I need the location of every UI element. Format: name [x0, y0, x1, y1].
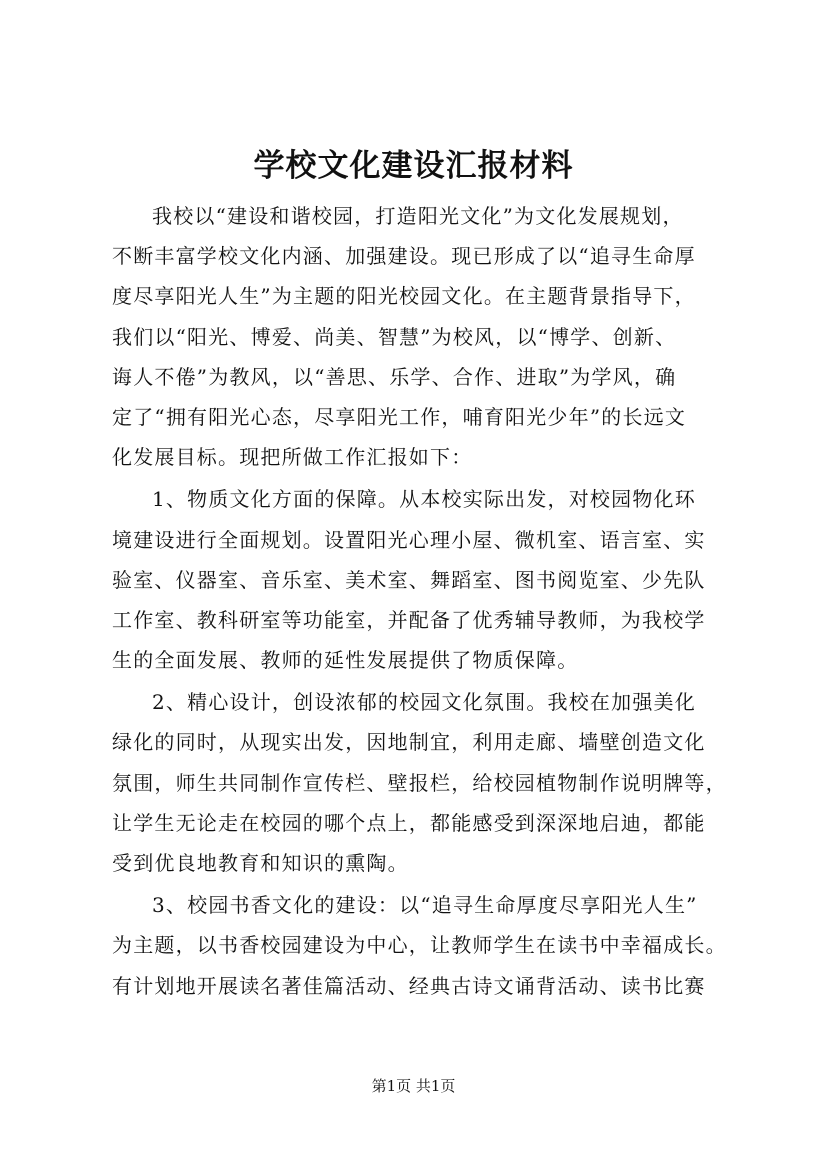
paragraph-line: 有计划地开展读名著佳篇活动、经典古诗文诵背活动、读书比赛 [112, 973, 706, 998]
paragraph-line: 定了“拥有阳光心态，尽享阳光工作，哺育阳光少年”的长远文 [112, 404, 687, 429]
document-title: 学校文化建设汇报材料 [253, 148, 574, 184]
document-body [112, 196, 732, 1006]
paragraph-line: 我们以“阳光、博爱、尚美、智慧”为校风，以“博学、创新、 [112, 324, 677, 349]
paragraph-line: 验室、仪器室、音乐室、美术室、舞蹈室、图书阅览室、少先队 [112, 567, 706, 592]
paragraph-line: 我校以“建设和谐校园，打造阳光文化”为文化发展规划， [152, 204, 684, 228]
paragraph-line: 2、精心设计，创设浓郁的校园文化氛围。我校在加强美化 [152, 690, 696, 715]
paragraph-line: 度尽享阳光人生”为主题的阳光校园文化。在主题背景指导下， [112, 284, 696, 309]
paragraph-line: 氛围，师生共同制作宣传栏、壁报栏，给校园植物制作说明牌等， [112, 770, 727, 795]
paragraph-line: 工作室、教科研室等功能室，并配备了优秀辅导教师，为我校学 [112, 607, 706, 632]
paragraph-line: 让学生无论走在校园的哪个点上，都能感受到深深地启迪，都能 [112, 810, 706, 835]
paragraph-line: 3、校园书香文化的建设：以“追寻生命厚度尽享阳光人生” [152, 893, 698, 918]
paragraph-line: 不断丰富学校文化内涵、加强建设。现已形成了以“追寻生命厚 [112, 244, 696, 269]
paragraph-line: 为主题，以书香校园建设为中心，让教师学生在读书中幸福成长。 [112, 933, 727, 958]
paragraph-line: 境建设进行全面规划。设置阳光心理小屋、微机室、语言室、实 [112, 527, 706, 552]
paragraph-line: 化发展目标。现把所做工作汇报如下： [112, 445, 473, 470]
paragraph-line: 绿化的同时，从现实出发，因地制宜，利用走廊、墙壁创造文化 [112, 730, 706, 755]
page-number: 第1页 共1页 [371, 1077, 456, 1095]
paragraph-line: 受到优良地教育和知识的熏陶。 [112, 851, 409, 875]
paragraph-line: 1、物质文化方面的保障。从本校实际出发，对校园物化环 [152, 487, 696, 512]
paragraph-line: 诲人不倦”为教风，以“善思、乐学、合作、进取”为学风，确 [112, 364, 677, 389]
paragraph-line: 生的全面发展、教师的延性发展提供了物质保障。 [112, 648, 579, 673]
